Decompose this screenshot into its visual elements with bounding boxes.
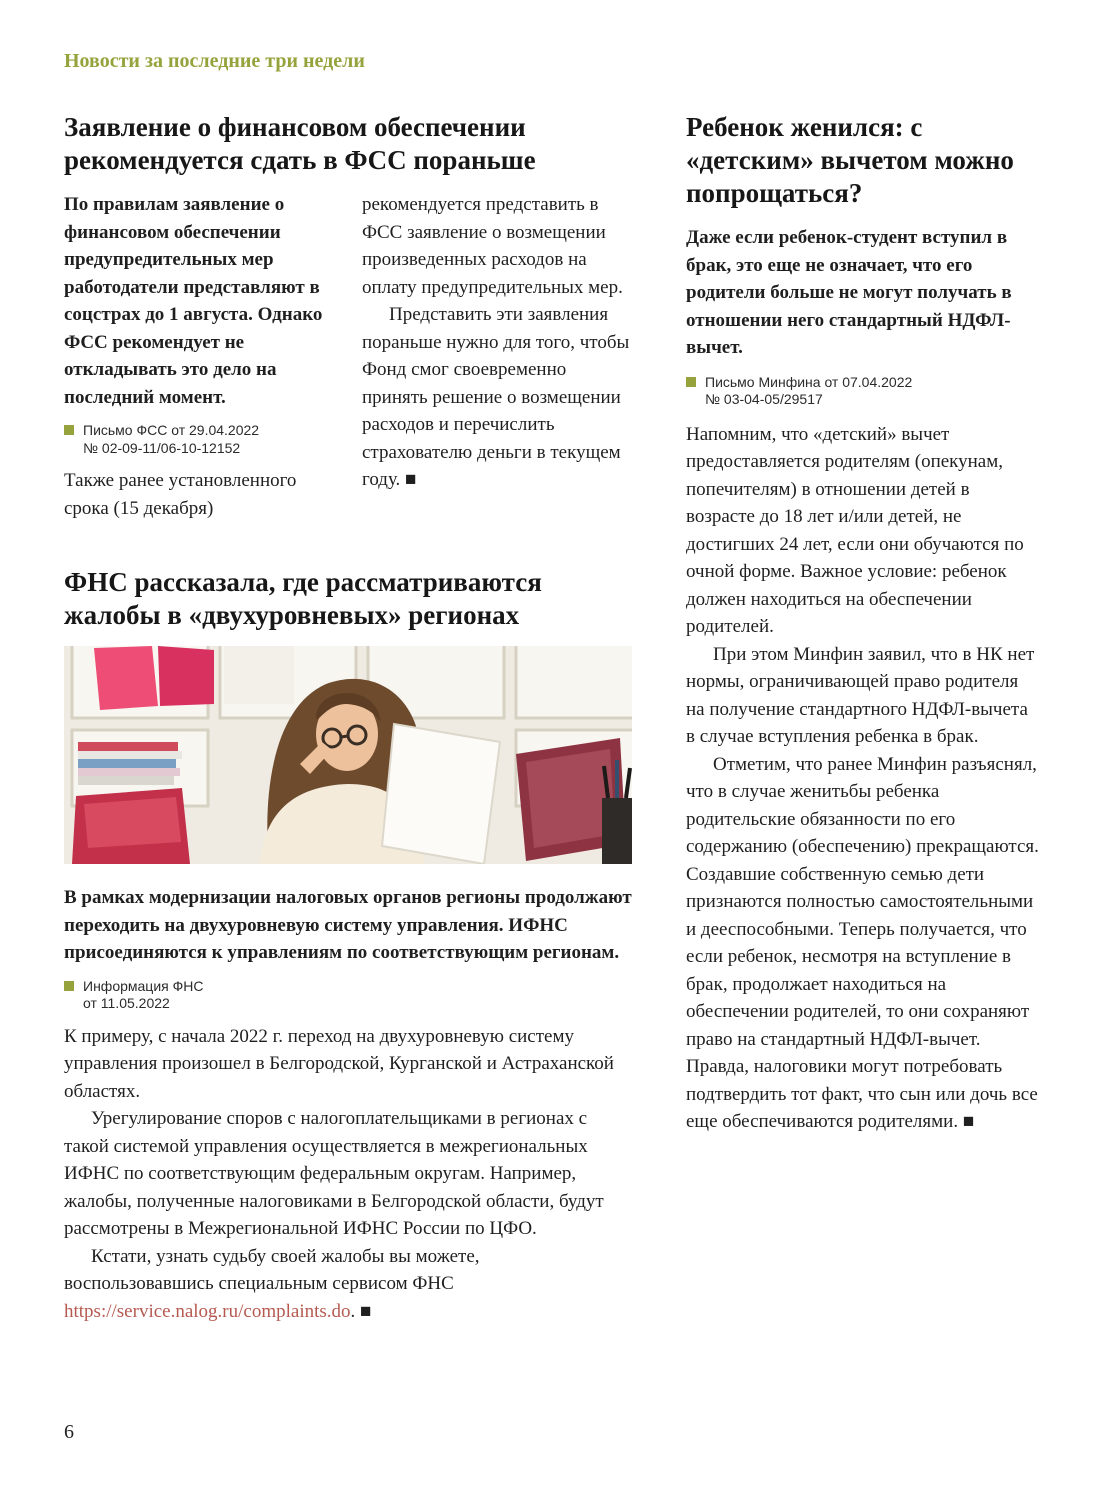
source-line-2: № 03-04-05/29517 xyxy=(705,391,823,407)
source-note-fns xyxy=(64,978,632,1013)
source-line-1: Информация ФНС xyxy=(83,977,204,994)
article-child-deduction xyxy=(686,111,1040,1136)
source-line-2: от 11.05.2022 xyxy=(83,995,170,1011)
article-fss-paragraph: рекомендуется представить в ФСС заявление о возмещении произведенных расходов на оплату предупредительных мер. xyxy=(362,194,623,298)
article-photo xyxy=(64,646,632,864)
article-fns-lead: В рамках модернизации налоговых органов регионы продолжают переходить на двухуровневую систему управления. ИФНС присоединяются к управлениям по соответствующим регионам. xyxy=(64,887,632,963)
source-note-text xyxy=(705,374,912,409)
article-fns-paragraph: К примеру, с начала 2022 г. переход на двухуровневую систему управления произошел в Белгородской, Курганской и Астраханской областях. xyxy=(64,1025,614,1102)
office-scene-illustration xyxy=(64,646,632,864)
article-fss-title: Заявление о финансовом обеспечении рекомендуется сдать в ФСС пораньше xyxy=(64,112,536,175)
source-bullet-icon xyxy=(64,425,74,435)
article-fns-paragraph: Урегулирование споров с налогоплательщиками в регионах с такой системой управления осуществляется в межрегиональных ИФНС по соответствующим федеральным округам. Например, жалобы, полученные налоговиками в Белгородской области, будут рассмотрены в Межрегиональной ИФНС России по ЦФО. xyxy=(64,1108,604,1239)
article-child-paragraph: Отметим, что ранее Минфин разъяснял, что в случае женитьбы ребенка родительские обязанности по его содержанию (обеспечению) прекращаются. Создавшие собственную семью дети признаются полностью самостоятельными и дееспособными. Теперь получается, что если ребенок, несмотря на вступление в брак, продолжает находиться на обеспечении родителей, то они сохраняют право на стандартный НДФЛ-вычет. Правда, налоговики могут потребовать подтвердить тот факт, что сын или дочь все еще обеспечиваются родителями. ■ xyxy=(686,753,1039,1132)
pen-cup xyxy=(602,760,632,864)
page-number: 6 xyxy=(64,1421,74,1443)
article-fss xyxy=(64,111,632,522)
right-column xyxy=(686,111,1040,1136)
article-child-paragraph: Напомним, что «детский» вычет предоставляется родителям (опекунам, попечителям) в отношении детей в возрасте до 18 лет и/или детей, не достигших 24 лет, если они обучаются по очной форме. Важное условие: ребенок должен находиться на обеспечении родителей. xyxy=(686,423,1024,637)
source-line-1: Письмо ФСС от 29.04.2022 xyxy=(83,422,260,438)
source-note-fss xyxy=(64,422,334,457)
article-fss-col2 xyxy=(362,191,632,522)
source-note-text xyxy=(83,422,259,457)
source-note-text xyxy=(83,978,203,1013)
article-fns-title: ФНС рассказала, где рассматриваются жалобы в «двухуровневых» регионах xyxy=(64,567,542,630)
fns-complaints-link[interactable]: https://service.nalog.ru/complaints.do xyxy=(64,1300,351,1322)
book-stack xyxy=(78,742,182,785)
article-fss-note: Также ранее установленного срока (15 декабря) xyxy=(64,470,297,519)
article-fss-columns xyxy=(64,191,632,522)
article-fns xyxy=(64,566,632,1325)
article-child-paragraph: При этом Минфин заявил, что в НК нет нормы, ограничивающей право родителя на получение стандартного НДФЛ-вычета в случае вступления ребенка в брак. xyxy=(686,643,1035,747)
source-note-child xyxy=(686,374,1040,409)
source-bullet-icon xyxy=(686,377,696,387)
source-line-2: № 02-09-11/06-10-12152 xyxy=(83,439,241,456)
article-fss-paragraph: Представить эти заявления пораньше нужно для того, чтобы Фонд смог своевременно принять решение о возмещении расходов и перечислить страхователю деньги в текущем году. ■ xyxy=(362,304,630,490)
article-end-mark: . ■ xyxy=(350,1300,372,1322)
source-line-1: Письмо Минфина от 07.04.2022 xyxy=(705,373,913,390)
content-grid xyxy=(64,111,1040,1325)
left-column xyxy=(64,111,632,1325)
article-fss-col1 xyxy=(64,191,334,522)
source-bullet-icon xyxy=(64,981,74,991)
article-fns-paragraph xyxy=(64,1243,632,1326)
article-fss-lead: По правилам заявление о финансовом обеспечении предупредительных мер работодатели представляют в соцстрах до 1 августа. Однако ФСС рекомендует не откладывать это дело на последний момент. xyxy=(64,194,323,408)
document-paper xyxy=(382,724,500,864)
article-child-lead: Даже если ребенок-студент вступил в брак, это еще не означает, что его родители больше не могут получать в отношении него стандартный НДФЛ-вычет. xyxy=(686,227,1012,358)
article-fns-paragraph-text: Кстати, узнать судьбу своей жалобы вы можете, воспользовавшись специальным сервисом ФНС xyxy=(64,1245,480,1294)
article-child-title: Ребенок женился: с «детским» вычетом можно попрощаться? xyxy=(686,112,1014,208)
section-kicker: Новости за последние три недели xyxy=(64,50,365,72)
